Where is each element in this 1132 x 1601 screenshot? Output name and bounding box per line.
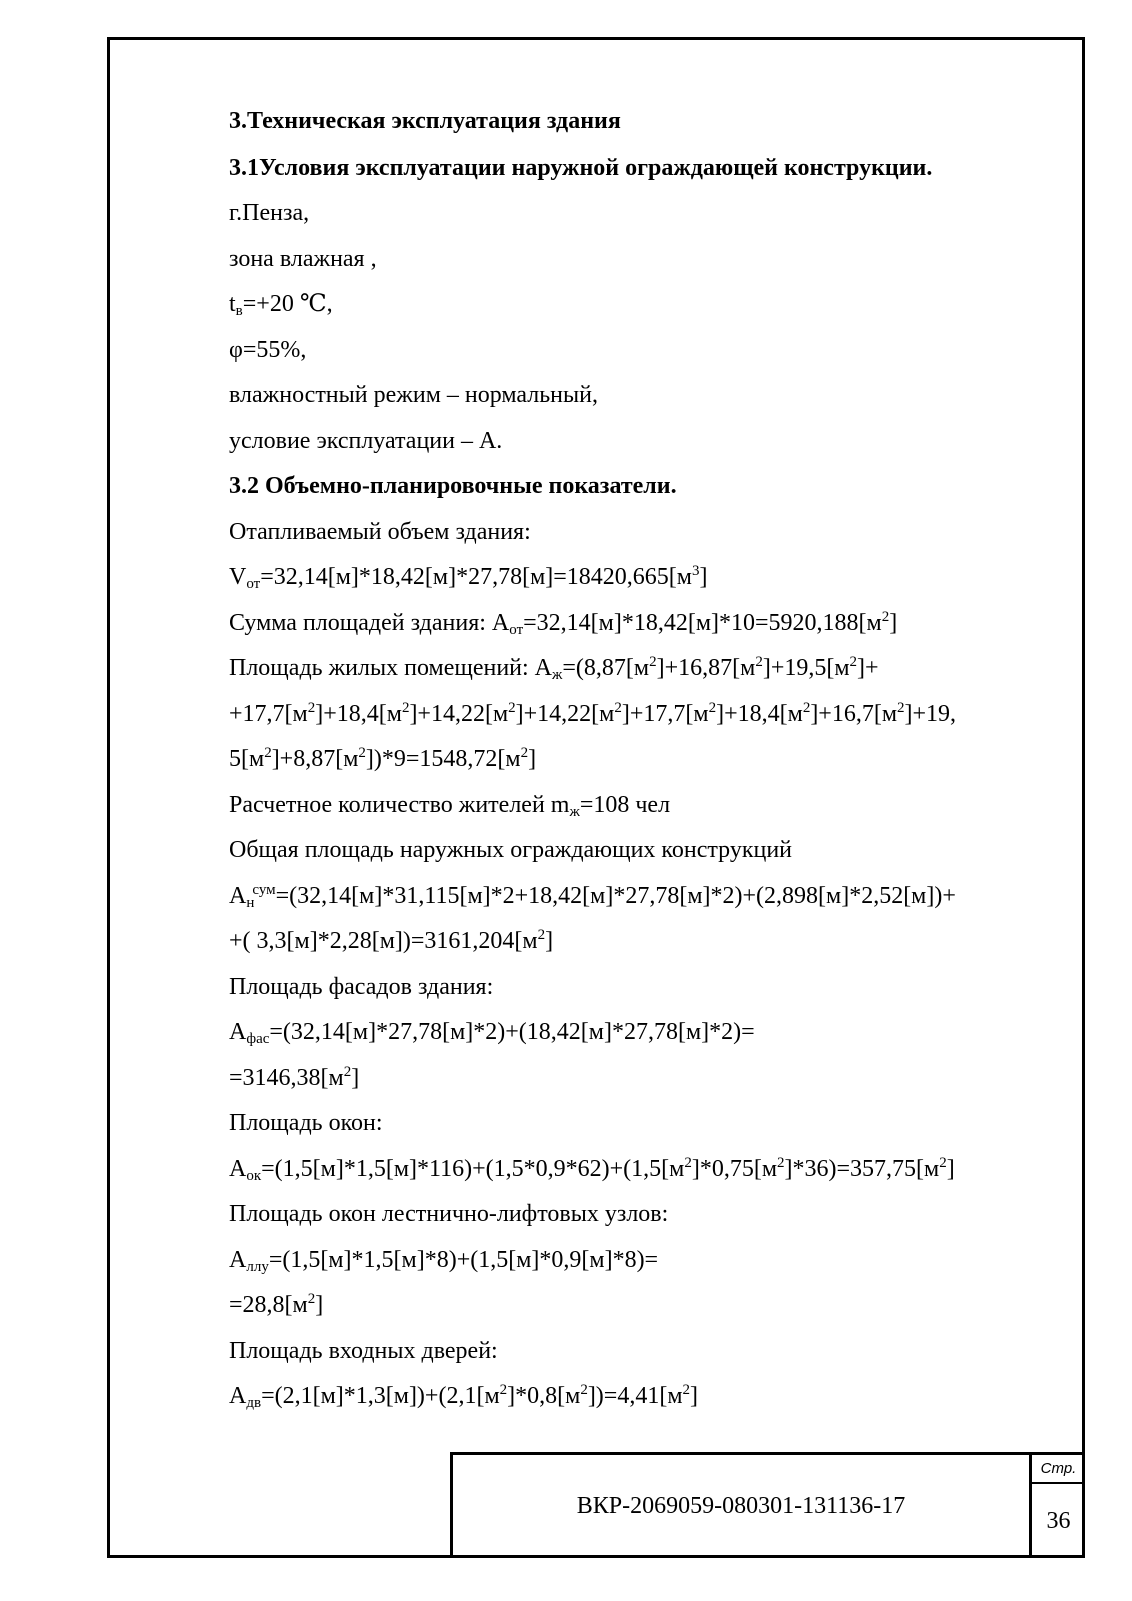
city-line: г.Пенза, [229,200,310,226]
living-area-formula-line-3: $5[м^2]+8,87[м^2])*9=1548,72[м^2]$ [229,745,537,772]
doors-formula: $А_{дв}=(2,1[м]*1,3[м])+(2,1[м^2]*0,8[м^2])=4,41[м^2]$ [229,1382,699,1411]
stair-formula-line-2: $=28,8[м^2]$ [229,1291,324,1318]
temperature-line: $t_в=+20$ ℃, [229,291,333,319]
facade-formula-line-1: $А_{фас}=(32,14[м]*27,78[м]*2)+(18,42[м]*27,78[м]*2)=$ [229,1019,755,1047]
envelope-formula-line-1: $А_н^{сум}=(32,14[м]*31,115[м]*2+18,42[м]*27,78[м]*2)+(2,898[м]*2,52[м])+$ [229,881,956,911]
facade-label: Площадь фасадов здания: [229,973,494,1000]
document-code: ВКР-2069059-080301-131136-17 [576,1493,906,1519]
facade-formula-line-2: $=3146,38[м^2]$ [229,1063,360,1091]
living-area-formula-line-2: $+17,7[м^2]+18,4[м^2]+14,22[м^2]+14,22[м^2]+17,7[м^2]+18,4[м^2]+16,7[м^2]+19$, [229,699,957,727]
page-label: Стр. [1032,1455,1085,1484]
document-body [229,100,1059,1420]
envelope-formula-line-2: +( $3,3[м]*2,28[м])=3161,204[м^2]$ [229,927,554,954]
volume-formula: $V_{от}=32,14[м]*18,42[м]*27,78[м]=18420,665[м^3]$ [229,563,708,592]
regime-line: влажностный режим – нормальный, [229,382,598,408]
residents-line: Расчетное количество жителей $m_ж=108$ чел [229,791,671,820]
subsection-title-3-2: 3.2 Объемно-планировочные показатели. [229,473,677,499]
section-title: 3.Техническая эксплуатация здания [229,108,621,134]
envelope-label: Общая площадь наружных ограждающих конструкций [229,837,793,863]
living-area-formula-line-1: Площадь жилых помещений: $А_ж=(8,87[м^2]+16,87[м^2]+19,5[м^2]+$ [229,654,879,683]
windows-label: Площадь окон: [229,1110,383,1136]
doors-label: Площадь входных дверей: [229,1337,498,1364]
windows-formula: $А_{ок}=(1,5[м]*1,5[м]*116)+(1,5*0,9*62)+(1,5[м^2]*0,75[м^2]*36)=357,75[м^2]$ [229,1154,955,1184]
page-number-cell [1029,1455,1085,1558]
zone-line: зона влажная , [229,245,377,272]
stair-windows-label: Площадь окон лестнично-лифтовых узлов: [229,1201,669,1227]
area-sum-formula: Сумма площадей здания: $А_{от}=32,14[м]*18,42[м]*10=5920,188[м^2]$ [229,608,898,638]
page-number: 36 [1046,1507,1071,1534]
title-block-stamp [450,1452,1085,1558]
humidity-line: φ=55%, [229,336,307,363]
heated-volume-label: Отапливаемый объем здания: [229,518,531,545]
subsection-title-3-1: 3.1Условия эксплуатации наружной ограждающей конструкции. [229,154,933,181]
condition-line: условие эксплуатации – А. [229,427,503,454]
stair-formula-line-1: $А_{ллу}=(1,5[м]*1,5[м]*8)+(1,5[м]*0,9[м]*8)=$ [229,1246,659,1275]
